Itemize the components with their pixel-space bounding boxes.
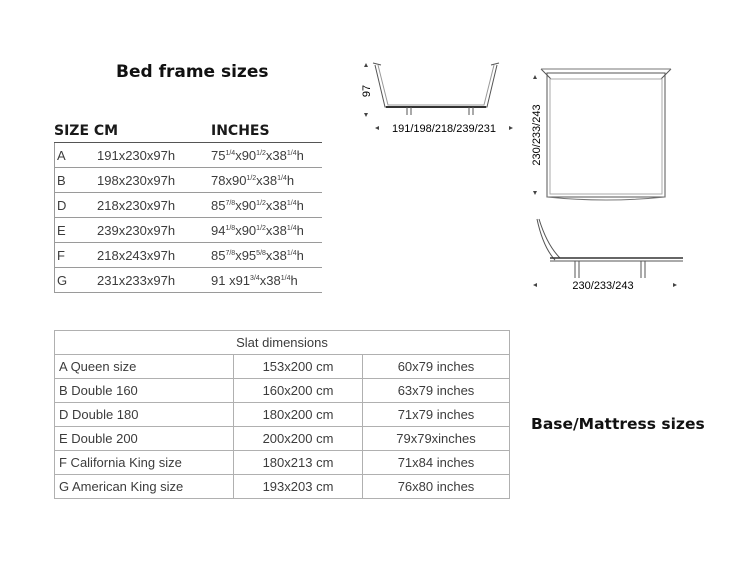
size-cm: 218x230x97h (97, 198, 176, 213)
header-size-cm: SIZE CM (54, 123, 119, 139)
row-left-border (54, 193, 55, 217)
slat-size-inches: 60x79 inches (363, 355, 510, 379)
table-row (55, 427, 510, 451)
row-left-border (54, 218, 55, 242)
slat-size-cm: 180x213 cm (234, 451, 363, 475)
slat-caption-row (55, 331, 510, 355)
top-length-label: 230/233/243 (531, 104, 543, 166)
row-left-border (54, 143, 55, 167)
table-row (54, 168, 322, 193)
table-row (54, 243, 322, 268)
slat-size-name: B Double 160 (55, 379, 234, 403)
front-height-label: 97 (361, 84, 373, 98)
size-inches: $78x90^{1/2}x38^{1/4}h$ (211, 173, 295, 188)
size-cm: 191x230x97h (97, 148, 176, 163)
front-width-label: 191/198/218/239/231 (392, 123, 496, 135)
slat-size-inches: 76x80 inches (363, 475, 510, 499)
slat-size-name: A Queen size (55, 355, 234, 379)
table-row (55, 379, 510, 403)
slat-size-cm: 193x203 cm (234, 475, 363, 499)
slat-size-cm: 160x200 cm (234, 379, 363, 403)
slat-size-inches: 71x84 inches (363, 451, 510, 475)
bed-frame-table (54, 118, 322, 293)
slat-size-name: F California King size (55, 451, 234, 475)
bed-dimension-diagrams (355, 55, 695, 300)
size-code: F (57, 248, 65, 263)
header-inches: INCHES (211, 123, 270, 139)
table-row (55, 451, 510, 475)
row-left-border (54, 243, 55, 267)
table-row (54, 143, 322, 168)
front-view-drawing (373, 63, 499, 115)
size-inches: 91 $x91^{3/4}x38^{1/4}h$ (211, 273, 298, 288)
size-cm: 231x233x97h (97, 273, 176, 288)
size-inches: $85^{7/8}x90^{1/2}x38^{1/4}h$ (211, 198, 304, 213)
row-left-border (54, 268, 55, 292)
slat-size-inches: 71x79 inches (363, 403, 510, 427)
table-row (54, 268, 322, 293)
size-code: D (57, 198, 67, 213)
table-row (55, 475, 510, 499)
table-row (54, 218, 322, 243)
size-cm: 198x230x97h (97, 173, 176, 188)
size-code: A (57, 148, 66, 163)
row-left-border (54, 168, 55, 192)
size-cm: 239x230x97h (97, 223, 176, 238)
slat-caption: Slat dimensions (55, 331, 510, 355)
size-inches: $75^{1/4}x90^{1/2}x38^{1/4}h$ (211, 148, 304, 163)
size-cm: 218x243x97h (97, 248, 176, 263)
top-view-drawing (541, 69, 671, 200)
slat-size-cm: 200x200 cm (234, 427, 363, 451)
bed-frame-table-header (54, 118, 322, 143)
size-inches: $85^{7/8}x95^{5/8}x38^{1/4}h$ (211, 248, 304, 263)
slat-size-inches: 79x79xinches (363, 427, 510, 451)
size-inches: $94^{1/8}x90^{1/2}x38^{1/4}h$ (211, 223, 304, 238)
bed-frame-title: Bed frame sizes (116, 62, 269, 82)
size-code: E (57, 223, 66, 238)
side-length-label: 230/233/243 (572, 280, 634, 292)
base-mattress-title: Base/Mattress sizes (531, 415, 705, 433)
slat-size-name: E Double 200 (55, 427, 234, 451)
slat-size-cm: 153x200 cm (234, 355, 363, 379)
table-row (55, 355, 510, 379)
table-row (55, 403, 510, 427)
slat-size-name: D Double 180 (55, 403, 234, 427)
slat-size-cm: 180x200 cm (234, 403, 363, 427)
size-code: G (57, 273, 68, 288)
slat-size-inches: 63x79 inches (363, 379, 510, 403)
slat-size-name: G American King size (55, 475, 234, 499)
table-row (54, 193, 322, 218)
slat-dimensions-table (54, 330, 510, 499)
side-view-drawing (537, 219, 683, 278)
size-code: B (57, 173, 66, 188)
